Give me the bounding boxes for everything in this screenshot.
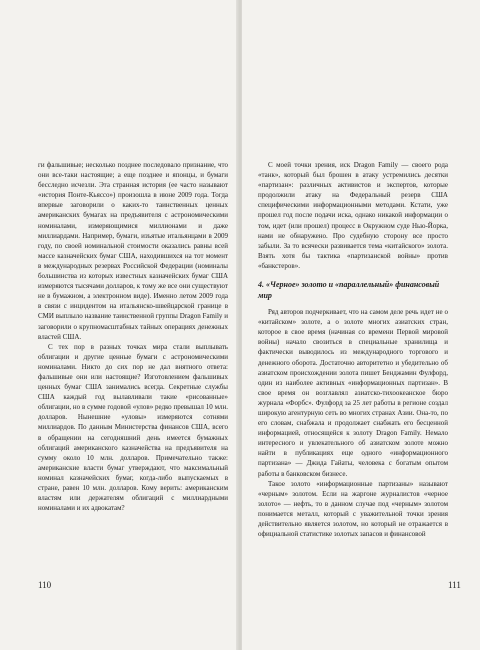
page-number: 111	[448, 580, 461, 590]
right-page-text	[258, 160, 448, 539]
right-page	[242, 0, 480, 650]
left-page	[0, 0, 238, 650]
paragraph: Такое золото «информационные партизаны» называют «черным» золотом. Если на жаргоне журналистов «черное золото» — нефть, то в данном случае под «черным» золотом понимается металл, который с уважительной точки зрения действительно является золотом, но который не отражается в официальной статистике золотых запасов и финансовой	[258, 479, 448, 539]
paragraph: ги фальшивые; несколько позднее последовало признание, что они все-таки настоящие; а еще позднее и японцы, и бумаги бесследно исчезли. Эта странная история (ее часто называют «история Понте-Кьяссо») произошла в июне 2009 года. Тогда впервые заговорили о каких-то таинственных ценных американских бумагах на предъявителя с астрономическими номиналами, измеряющимися миллионами и даже миллиардами. Например, бумаги, изъятые итальянцами в 2009 году, по своей номинальной стоимости оказались равны всей массе казначейских бумаг США, находившихся на тот момент в международных резервах Российской Федерации (номиналы большинства из которых известных казначейских бумаг США измеряются тысячами долларов, к тому же все они существуют не в бумажном, а электронном виде). Именно летом 2009 года в связи с инцидентом на итальянско-швейцарской границе в СМИ выплыло название таинственной группы Dragon Family и заговорили о крупномасштабных тайных операциях денежных властей США.	[38, 161, 228, 341]
paragraph: Ряд авторов подчеркивает, что на самом деле речь идет не о «китайском» золоте, а о золоте многих азиатских стран, которое в свое время (начиная со времени Первой мировой войны) начало свозиться в специальные хранилища и фактически выводилось из международного торгового и денежного оборота. Достаточно авторитетно и убедительно об азиатском происхождении золота пишет Бенджамин Фулфорд, один из наиболее активных «информационных партизан». В свое время он возглавлял азиатско-тихоокеанское бюро журнала «Форбс». Фулфорд за 25 лет работы в регионе создал широкую агентурную сеть во многих странах Азии. Она-то, по его словам, снабжала и продолжает снабжать его бесценной информацией, относящейся к золоту Dragon Family. Немало интересного и увлекательного об азиатском золоте можно найти в публикациях еще одного «информационного партизана» — Джида Гайаты, человека с богатым опытом работы в банковском бизнесе.	[258, 308, 448, 478]
left-page-text	[38, 160, 228, 513]
paragraph: С тех пор в разных точках мира стали выплывать облигации и другие ценные бумаги с астрономическими номиналами. Никто до сих пор не дал внятного ответа: фальшивые они или настоящие? Изготовлением фальшивых ценных бумаг США занимались всегда. Секретные службы США каждый год вылавливали такие «рисованные» облигации, но в сумме годовой «улов» редко превышал 10 млн. долларов. Нынешние «уловы» измеряются сотнями миллиардов. По данным Министерства финансов США, всего в обращении на сегодняшний день имеется бумажных облигаций американского казначейства на предъявителя на сумму около 10 млн. долларов. Примечательно также: американские власти бумаг утверждают, что максимальный номинал казначейских бумаг, когда-либо выпускаемых в стране, равен 10 млн. долларов. Кому верить: американским властям или держателям облигаций с миллиардными номиналами и их адвокатам?	[38, 342, 228, 513]
paragraph: С моей точки зрения, иск Dragon Family — своего рода «танк», который был брошен в атаку устремились десятки «партизан»: различных активистов и экспертов, которые продолжили атаку на Федеральный резерв США специфическими информационными методами. Кстати, уже прошел год после подачи иска, однако никакой информации о том, идет (или прошел) процесс в Окружном суде Нью-Йорка, нами не обнаружено. Про судебную сторону все просто забыли. За то всячески развивается тема «китайского» золота. Взять хотя бы тактика «партизанской войны» против «банкстеров».	[258, 161, 448, 270]
page-number: 110	[38, 580, 52, 590]
section-heading: 4. «Черное» золото и «параллельный» финансовый мир	[258, 280, 440, 301]
